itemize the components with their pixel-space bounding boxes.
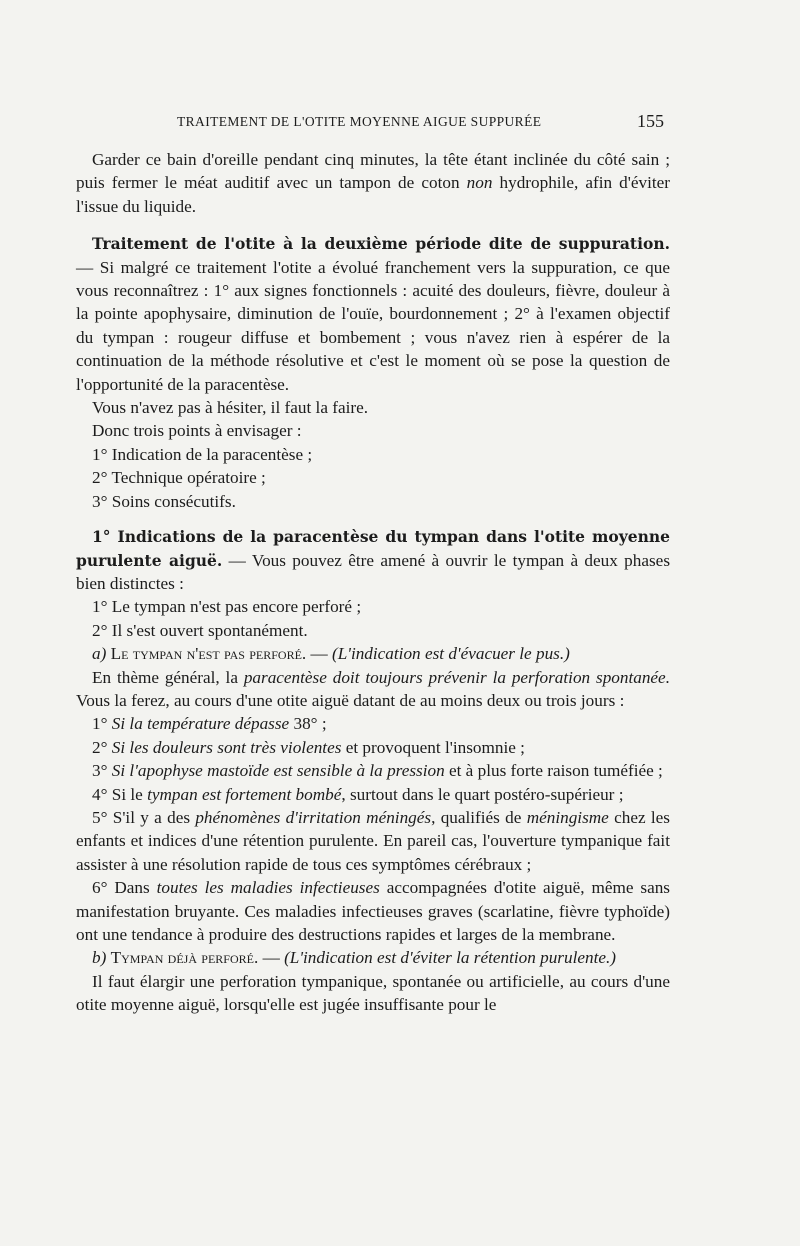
list-item: 6° Dans toutes les maladies infectieuses accompagnées d'otite aiguë, même sans manifestation bruyante. Ces maladies infectieuses graves (scarlatine, fièvre typhoïde) ont une tendance à produire des destructions rapides et larges de la membrane. xyxy=(76,878,670,944)
page-body xyxy=(76,148,670,1017)
list-item: 3° Si l'apophyse mastoïde est sensible à la pression et à plus forte raison tuméfiée ; xyxy=(92,761,663,781)
subsection-b: b) Tympan déjà perforé. — (L'indication est d'éviter la rétention purulente.) xyxy=(92,948,617,968)
section-heading: Traitement de l'otite à la deuxième période dite de suppuration. xyxy=(92,234,670,254)
list-item: 1° Indication de la paracentèse ; xyxy=(92,444,313,464)
running-title: TRAITEMENT DE L'OTITE MOYENNE AIGUE SUPPURÉE xyxy=(177,114,542,129)
list-item: 2° Il s'est ouvert spontanément. xyxy=(92,620,308,640)
paragraph-bath-instructions: Garder ce bain d'oreille pendant cinq minutes, la tête étant inclinée du côté sain ; puis fermer le méat auditif avec un tampon de coton non hydrophile, afin d'éviter l'issue du liquide. xyxy=(76,150,670,216)
paragraph-widen-perforation: Il faut élargir une perforation tympanique, spontanée ou artificielle, au cours d'une otite moyenne aiguë, lorsqu'elle est jugée insuffisante pour le xyxy=(76,971,670,1015)
list-item: 4° Si le tympan est fortement bombé, surtout dans le quart postéro-supérieur ; xyxy=(92,784,624,804)
list-item: 3° Soins consécutifs. xyxy=(92,491,236,511)
running-header xyxy=(177,111,664,131)
paragraph-no-hesitation: Vous n'avez pas à hésiter, il faut la faire. xyxy=(92,398,369,418)
paragraph-general-theme: En thème général, la paracentèse doit toujours prévenir la perforation spontanée. Vous la ferez, au cours d'une otite aiguë datant de au moins deux ou trois jours : xyxy=(76,667,670,710)
list-item: 1° Le tympan n'est pas encore perforé ; xyxy=(92,597,362,617)
page-number: 155 xyxy=(637,111,664,131)
paragraph-indications: 1° Indications de la paracentèse du tympan dans l'otite moyenne purulente aiguë. — Vous pouvez être amené à ouvrir le tympan à deux phases bien distinctes : xyxy=(76,527,671,593)
section-heading: 1° Indications de la paracentèse du tympan dans l'otite moyenne purulente aiguë. xyxy=(76,527,670,570)
subsection-a: a) Le tympan n'est pas perforé. — (L'indication est d'évacuer le pus.) xyxy=(92,644,570,664)
paragraph-three-points: Donc trois points à envisager : xyxy=(92,421,302,441)
list-item: 1° Si la température dépasse 38° ; xyxy=(92,714,327,734)
list-item: 2° Technique opératoire ; xyxy=(92,468,266,488)
paragraph-suppuration-treatment: Traitement de l'otite à la deuxième période dite de suppuration. — Si malgré ce traitement l'otite a évolué franchement vers la suppuration, ce que vous reconnaîtrez : 1° aux signes fonctionnels : acuité des douleurs, fièvre, douleur à la pointe apophysaire, diminution de l'ouïe, bourdonnement ; 2° à l'examen objectif du tympan : rougeur diffuse et bombement ; vous n'avez rien à espérer de la continuation de la méthode résolutive et c'est le moment où se pose la question de l'opportunité de la paracentèse. xyxy=(76,234,670,394)
list-item: 2° Si les douleurs sont très violentes et provoquent l'insomnie ; xyxy=(92,737,525,757)
list-item: 5° S'il y a des phénomènes d'irritation méningés, qualifiés de méningisme chez les enfants et indices d'une rétention purulente. En pareil cas, l'ouverture tympanique fait assister à une résolution rapide de tous ces symptômes cérébraux ; xyxy=(76,807,670,874)
